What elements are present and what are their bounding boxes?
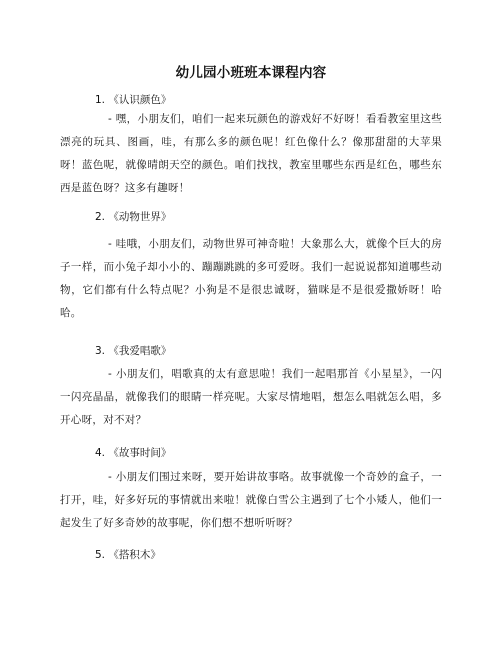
section-heading-2: 2. 《动物世界》 [95,211,172,223]
document-title: 幼儿园小班班本课程内容 [175,65,327,81]
section-heading-4: 4. 《故事时间》 [95,447,172,459]
section-body-1: - 嘿，小朋友们，咱们一起来玩颜色的游戏好不好呀！看看教室里这些漂亮的玩具、图画，哇，有那么多的颜色呢！红色像什么？像那甜甜的大苹果呀！蓝色呢，就像晴朗天空的颜色。咱们找找，教室里哪些东西是红色，哪些东西是蓝色呀？这多有趣呀！ [60,113,442,194]
section-heading-1: 1. 《认识颜色》 [95,94,172,106]
section-heading-5: 5. 《搭积木》 [95,549,161,561]
section-body-4: - 小朋友们围过来呀，要开始讲故事咯。故事就像一个奇妙的盒子，一打开，哇，好多好玩的事情就出来啦！就像白雪公主遇到了七个小矮人，他们一起发生了好多奇妙的故事呢，你们想不想听听呀？ [60,471,442,529]
section-body-2: - 哇哦，小朋友们，动物世界可神奇啦！大象那么大，就像个巨大的房子一样，而小兔子却小小的、蹦蹦跳跳的多可爱呀。我们一起说说都知道哪些动物，它们都有什么特点呢？小狗是不是很忠诚呀，猫咪是不是很爱撒娇呀！哈哈。 [60,238,442,319]
section-heading-3: 3. 《我爱唱歌》 [95,345,172,357]
section-body-3: - 小朋友们，唱歌真的太有意思啦！我们一起唱那首《小星星》，一闪一闪亮晶晶，就像我们的眼睛一样亮呢。大家尽情地唱，想怎么唱就怎么唱，多开心呀，对不对？ [60,368,442,426]
